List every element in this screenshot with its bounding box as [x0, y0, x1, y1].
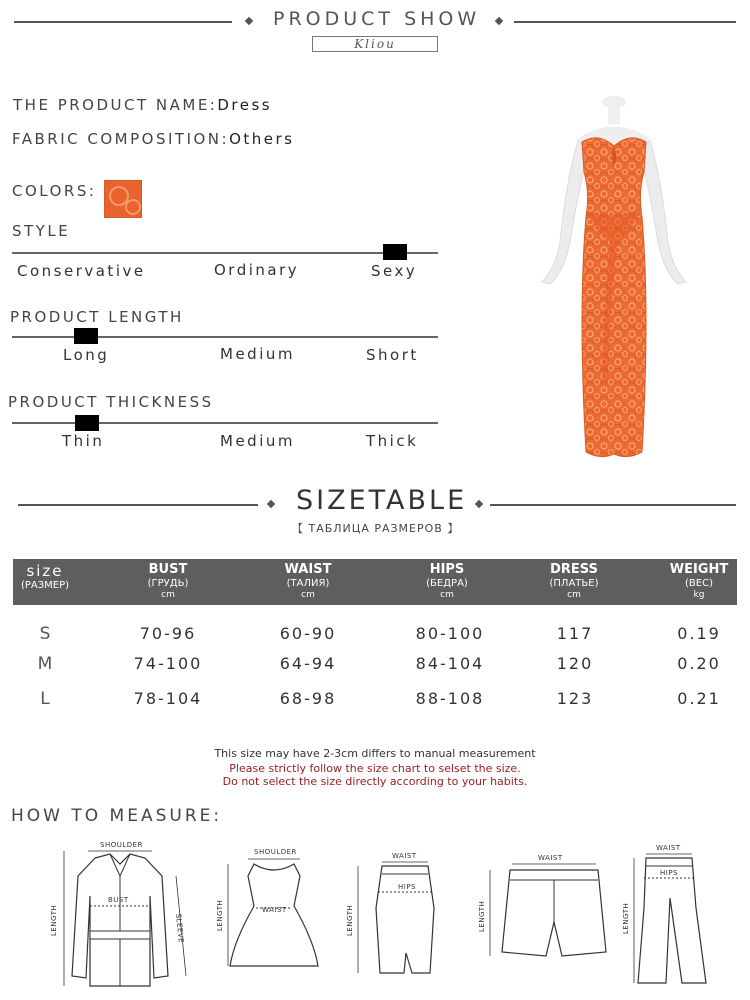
fabric-value: Others — [229, 130, 295, 148]
col-dress-main: DRESS — [550, 562, 598, 577]
col-hips-main: HIPS — [429, 562, 465, 577]
col-waist-main: WAIST — [284, 562, 332, 577]
measurement-note: This size may have 2-3cm differs to manual measurement — [214, 747, 536, 760]
jacket-bust-label: BUST — [108, 896, 129, 904]
product-name-value: Dress — [217, 96, 273, 114]
sizetable-diamond-right — [475, 500, 483, 508]
style-option-conservative: Conservative — [17, 262, 146, 280]
col-dress — [539, 559, 609, 600]
length-selected-marker — [74, 328, 98, 344]
col-dress-ru: (ПЛАТЬЕ) — [549, 578, 599, 589]
col-weight-unit: kg — [693, 590, 705, 600]
col-weight — [663, 559, 735, 600]
product-name-label: THE PRODUCT NAME: — [13, 96, 218, 114]
length-label: PRODUCT LENGTH — [10, 308, 184, 326]
fabric-label: FABRIC COMPOSITION: — [12, 130, 230, 148]
product-photo — [530, 92, 700, 472]
colors-label: COLORS: — [12, 182, 97, 200]
cell-waist: 64-94 — [279, 654, 337, 673]
skirt-length-label: LENGTH — [346, 904, 354, 936]
cell-hips: 80-100 — [415, 624, 485, 643]
cell-weight: 0.21 — [677, 689, 721, 708]
dress-shoulder-label: SHOULDER — [254, 848, 297, 856]
skirt-hips-label: HIPS — [398, 883, 416, 891]
col-bust — [133, 559, 203, 600]
pants-waist-label: WAIST — [656, 844, 681, 852]
cell-weight: 0.19 — [677, 624, 721, 643]
product-name-row — [13, 96, 272, 114]
jacket-length-label: LENGTH — [50, 904, 58, 936]
col-dress-unit: cm — [567, 590, 581, 600]
shorts-length-label: LENGTH — [478, 900, 486, 932]
page-title: PRODUCT SHOW — [273, 8, 481, 30]
dress-waist-label: WAIST — [262, 906, 287, 914]
brand-label: Kliou — [312, 36, 438, 52]
cell-bust: 78-104 — [133, 689, 203, 708]
col-hips-ru: (БЕДРА) — [426, 578, 468, 589]
sizetable-rule-right — [490, 504, 736, 506]
jacket-sleeve-label: SLEEVE — [174, 913, 186, 944]
col-waist-ru: (ТАЛИЯ) — [286, 578, 330, 589]
col-weight-ru: (BEC) — [685, 578, 713, 589]
thickness-option-medium: Medium — [220, 432, 295, 450]
pants-length-label: LENGTH — [622, 902, 630, 934]
how-to-measure-title: HOW TO MEASURE: — [11, 806, 223, 826]
cell-bust: 74-100 — [133, 654, 203, 673]
cell-dress: 120 — [556, 654, 594, 673]
warning-note-2: Do not select the size directly according to your habits. — [222, 775, 528, 788]
col-size — [13, 559, 77, 592]
header-rule-right — [514, 21, 736, 23]
length-option-short: Short — [366, 346, 419, 364]
col-bust-ru: (ГРУДЬ) — [147, 578, 189, 589]
pants-diagram — [622, 838, 712, 988]
length-option-medium: Medium — [220, 345, 295, 363]
shorts-diagram — [476, 852, 616, 982]
thickness-option-thin: Thin — [62, 432, 105, 450]
sizetable-subtitle: 【 ТАБЛИЦА РАЗМЕРОВ 】 — [292, 522, 460, 535]
thickness-label: PRODUCT THICKNESS — [8, 393, 214, 411]
col-bust-unit: cm — [161, 590, 175, 600]
length-option-long: Long — [63, 346, 110, 364]
pants-hips-label: HIPS — [660, 869, 678, 877]
col-size-ru: (РАЗМЕР) — [20, 580, 70, 591]
row-size: S — [39, 624, 53, 644]
thickness-option-thick: Thick — [366, 432, 419, 450]
style-option-sexy: Sexy — [371, 262, 418, 280]
color-swatch-orange[interactable] — [104, 180, 142, 218]
dress-length-label: LENGTH — [216, 899, 224, 931]
row-size: M — [37, 654, 55, 674]
jacket-diagram — [50, 836, 195, 996]
cell-dress: 117 — [556, 624, 594, 643]
skirt-waist-label: WAIST — [392, 852, 417, 860]
thickness-selected-marker — [75, 415, 99, 431]
col-waist-unit: cm — [301, 590, 315, 600]
style-selected-marker — [383, 244, 407, 260]
cell-hips: 88-108 — [415, 689, 485, 708]
header-diamond-right — [495, 17, 503, 25]
col-hips — [412, 559, 482, 600]
style-option-ordinary: Ordinary — [214, 261, 300, 279]
dress-illustration — [530, 92, 700, 472]
warning-note-1: Please strictly follow the size chart to selset the size. — [229, 762, 521, 775]
sizetable-title: SIZETABLE — [296, 485, 468, 516]
dress-diagram — [214, 846, 324, 976]
style-label: STYLE — [12, 222, 71, 240]
col-weight-main: WEIGHT — [669, 562, 729, 577]
header-rule-left — [14, 21, 232, 23]
row-size: L — [40, 689, 52, 709]
jacket-shoulder-label: SHOULDER — [100, 841, 143, 849]
col-size-main: size — [26, 562, 64, 580]
skirt-diagram — [342, 848, 442, 983]
cell-waist: 68-98 — [279, 689, 337, 708]
col-bust-main: BUST — [148, 562, 188, 577]
col-hips-unit: cm — [440, 590, 454, 600]
cell-bust: 70-96 — [139, 624, 197, 643]
col-waist — [273, 559, 343, 600]
cell-waist: 60-90 — [279, 624, 337, 643]
style-scale-line — [12, 252, 438, 254]
cell-weight: 0.20 — [677, 654, 721, 673]
size-table-header — [13, 559, 737, 605]
cell-hips: 84-104 — [415, 654, 485, 673]
shorts-waist-label: WAIST — [538, 854, 563, 862]
cell-dress: 123 — [556, 689, 594, 708]
fabric-row — [12, 130, 294, 148]
header-diamond-left — [245, 17, 253, 25]
sizetable-rule-left — [18, 504, 258, 506]
sizetable-diamond-left — [267, 500, 275, 508]
